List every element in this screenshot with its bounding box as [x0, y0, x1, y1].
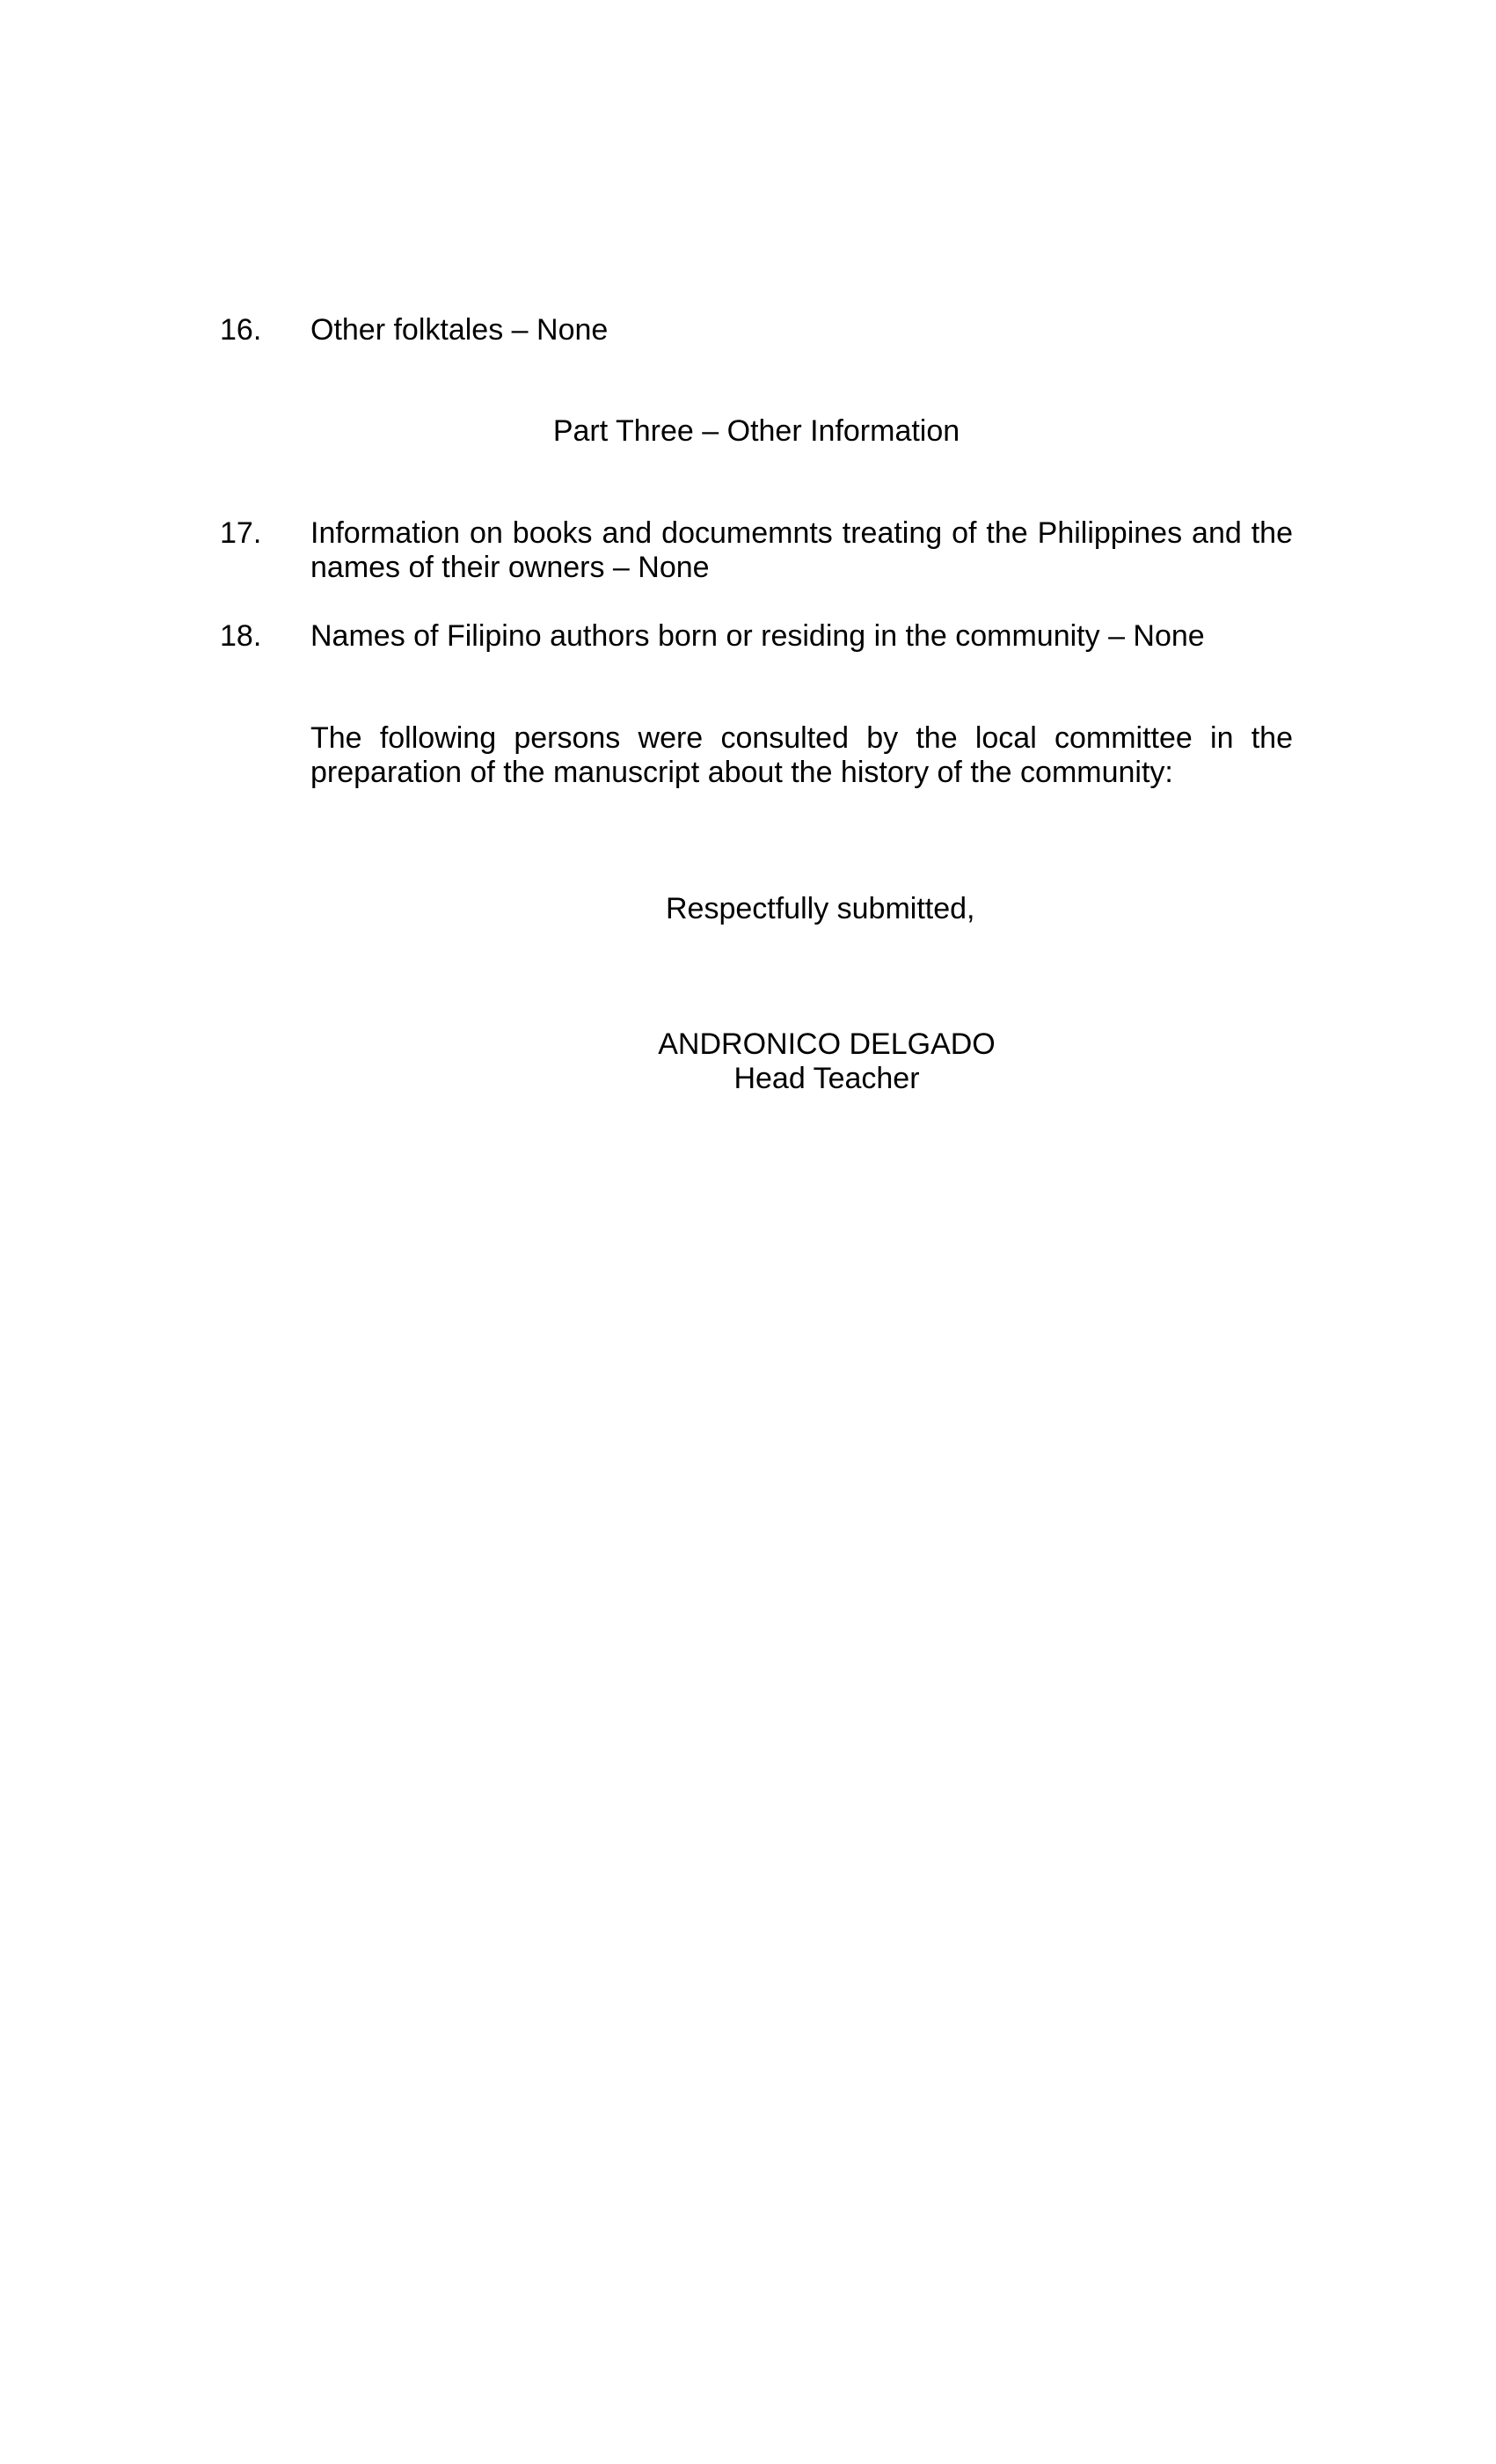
item-number: 16.: [220, 313, 262, 347]
item-text: Names of Filipino authors born or residing in the community – None: [310, 619, 1205, 653]
item-text: Information on books and documemnts treating of the Philippines and the names of their owners – None: [310, 516, 1293, 584]
section-heading: Part Three – Other Information: [552, 414, 960, 448]
item-17: [220, 516, 1293, 587]
signatory-name: ANDRONICO DELGADO: [658, 1027, 996, 1061]
item-text: Other folktales – None: [310, 313, 609, 347]
closing-line: Respectfully submitted,: [666, 892, 975, 925]
item-number: 18.: [220, 619, 262, 653]
signature-block: [651, 1027, 1003, 1096]
signatory-title: Head Teacher: [733, 1062, 920, 1095]
item-number: 17.: [220, 516, 262, 550]
consulted-paragraph: The following persons were consulted by the local committee in the preparation of the manuscript about the history of the community:: [310, 721, 1293, 789]
